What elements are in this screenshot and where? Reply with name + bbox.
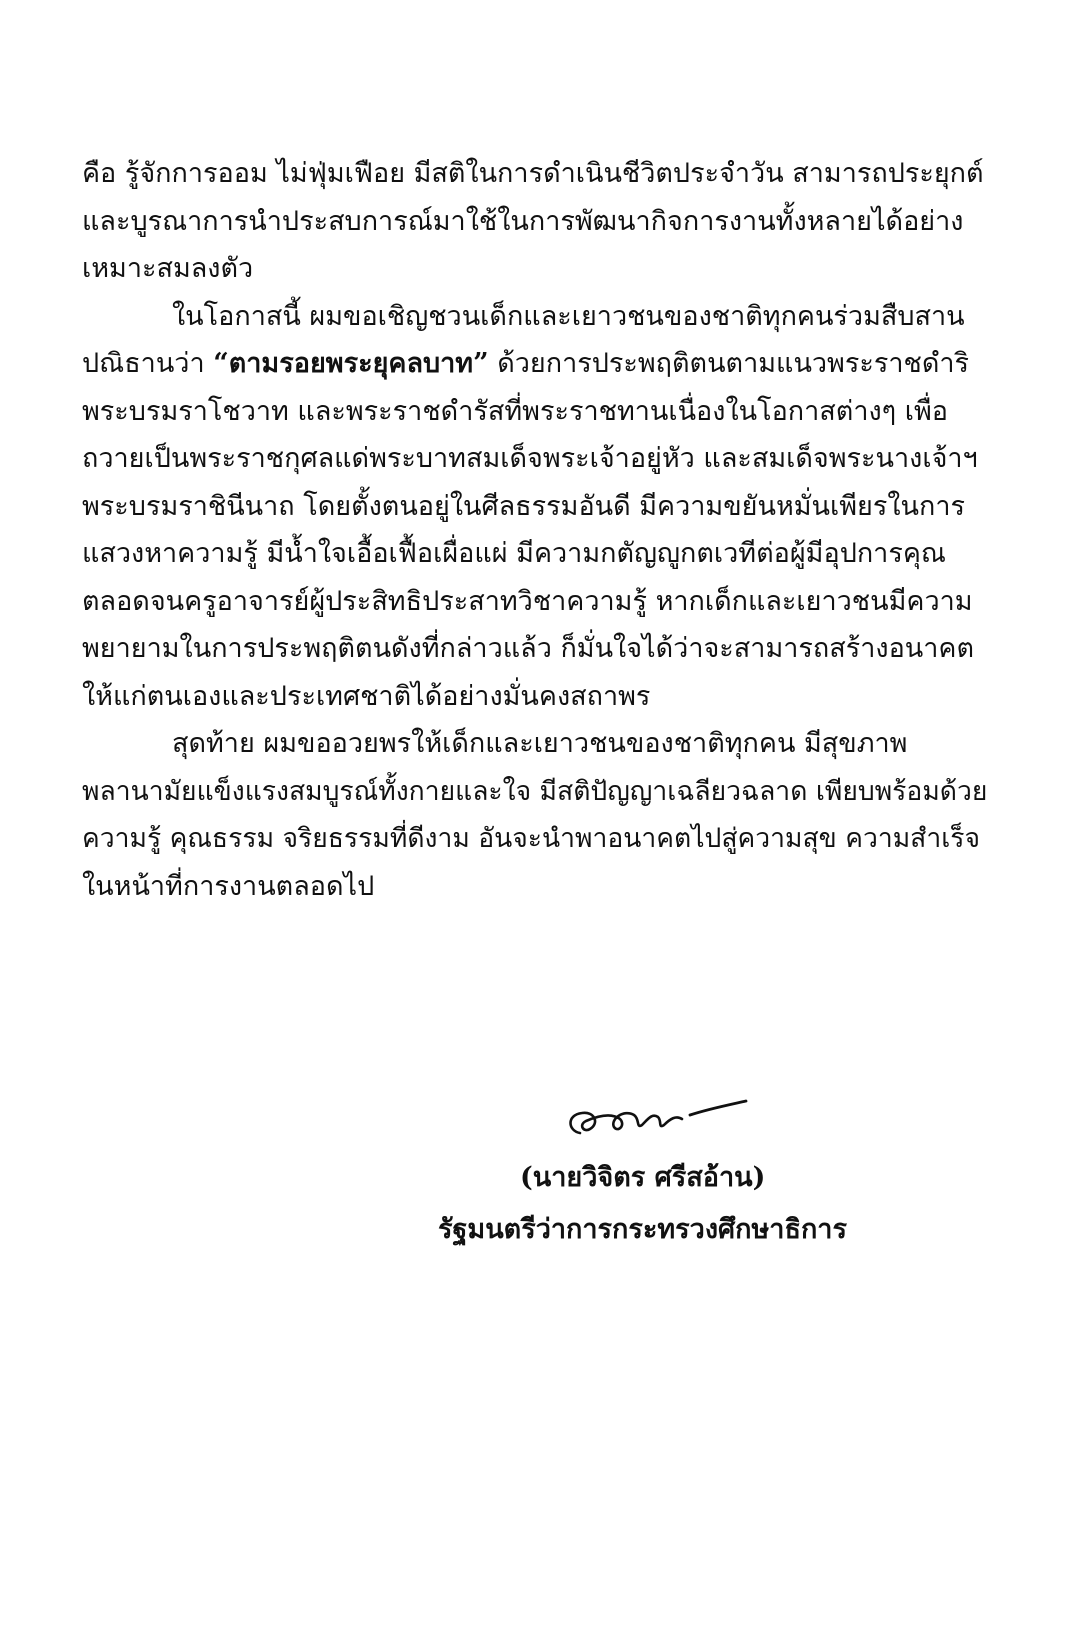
paragraph-3-line-1: สุดท้าย ผมขออวยพรให้เด็กและเยาวชนของชาติทุกคน มีสุขภาพ (172, 728, 908, 759)
paragraph-2-line-4: ถวายเป็นพระราชกุศลแด่พระบาทสมเด็จพระเจ้าอยู่หัว และสมเด็จพระนางเจ้าฯ (82, 443, 978, 474)
paragraph-2-line-2-post: ด้วยการประพฤติตนตามแนวพระราชดำริ (488, 348, 970, 379)
paragraph-1-line-1: คือ รู้จักการออม ไม่ฟุ่มเฟือย มีสติในการดำเนินชีวิตประจำวัน สามารถประยุกต์ (82, 158, 984, 189)
paragraph-3-line-3: ความรู้ คุณธรรม จริยธรรมที่ดีงาม อันจะนำพาอนาคตไปสู่ความสุข ความสำเร็จ (82, 823, 981, 854)
paragraph-2-line-5: พระบรมราชินีนาถ โดยตั้งตนอยู่ในศีลธรรมอันดี มีความขยันหมั่นเพียรในการ (82, 490, 965, 522)
paragraph-2-line-2 (82, 340, 994, 388)
signatory-title: รัฐมนตรีว่าการกระทรวงศึกษาธิการ (438, 1214, 847, 1245)
paragraph-2-line-1: ในโอกาสนี้ ผมขอเชิญชวนเด็กและเยาวชนของชาติทุกคนร่วมสืบสาน (172, 300, 965, 332)
handwritten-signature (560, 1085, 750, 1145)
paragraph-1-line-3: เหมาะสมลงตัว (82, 253, 254, 284)
paragraph-2-line-9: ให้แก่ตนเองและประเทศชาติได้อย่างมั่นคงสถาพร (82, 680, 651, 712)
paragraph-2-line-3: พระบรมราโชวาท และพระราชดำรัสที่พระราชทานเนื่องในโอกาสต่างๆ เพื่อ (82, 395, 948, 427)
paragraph-2-line-7: ตลอดจนครูอาจารย์ผู้ประสิทธิประสาทวิชาความรู้ หากเด็กและเยาวชนมีความ (82, 585, 973, 617)
signatory-name: (นายวิจิตร ศรีสอ้าน) (520, 1162, 766, 1193)
paragraph-2-line-8: พยายามในการประพฤติตนดังที่กล่าวแล้ว ก็มั่นใจได้ว่าจะสามารถสร้างอนาคต (82, 633, 975, 664)
paragraph-3-line-4: ในหน้าที่การงานตลอดไป (82, 870, 375, 902)
paragraph-1-line-2: และบูรณาการนำประสบการณ์มาใช้ในการพัฒนากิจการงานทั้งหลายได้อย่าง (82, 205, 964, 237)
paragraph-2-line-2-pre: ปณิธานว่า (82, 348, 214, 379)
paragraph-2-line-6: แสวงหาความรู้ มีน้ำใจเอื้อเฟื้อเผื่อแผ่ มีความกตัญญูกตเวทีต่อผู้มีอุปการคุณ (82, 538, 946, 569)
paragraph-3-line-2: พลานามัยแข็งแรงสมบูรณ์ทั้งกายและใจ มีสติปัญญาเฉลียวฉลาด เพียบพร้อมด้วย (82, 775, 988, 807)
letter-body (82, 150, 994, 910)
quoted-motto: “ตามรอยพระยุคลบาท” (213, 348, 489, 379)
